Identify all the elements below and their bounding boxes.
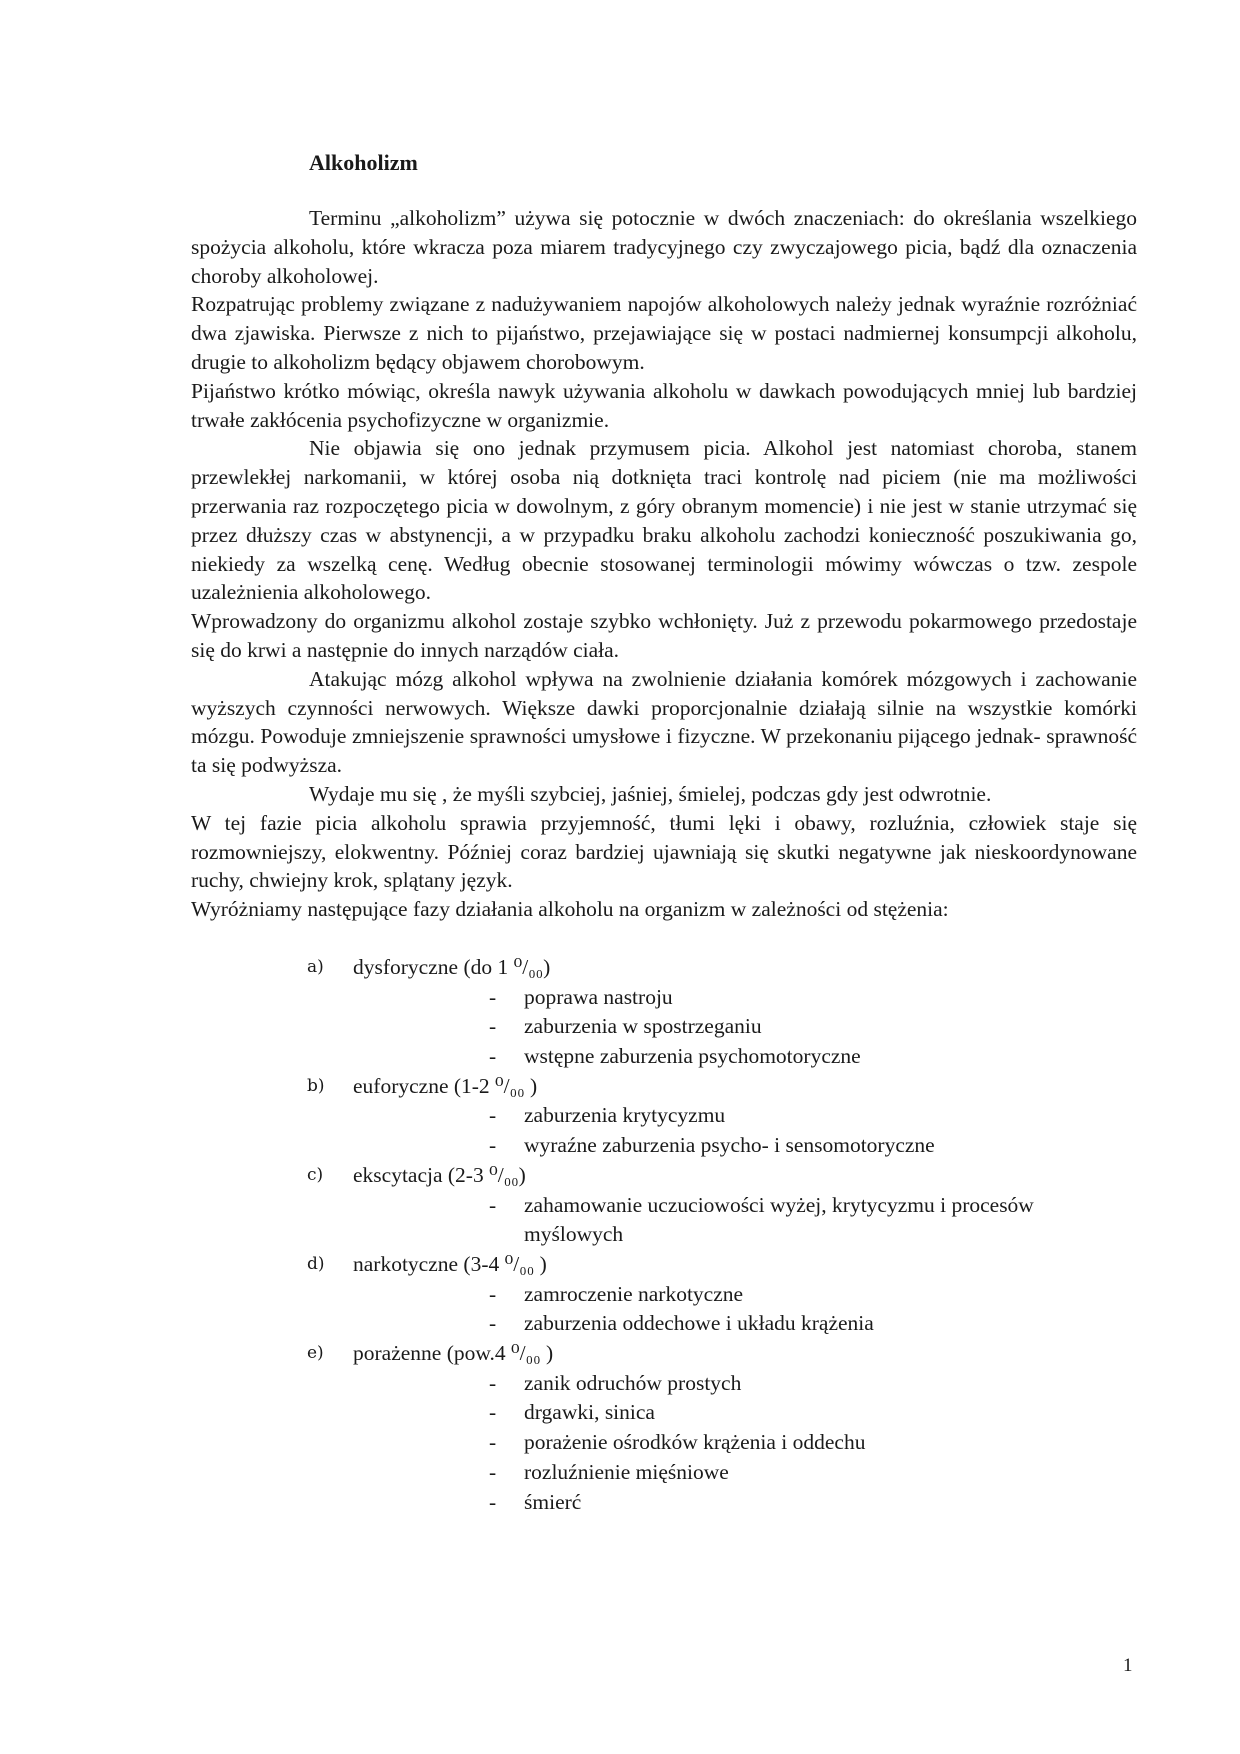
paragraph: Nie objawia się ono jednak przymusem picia. Alkohol jest natomiast choroba, stanem przewlekłej narkomanii, w której osoba nią dotknięta traci kontrolę nad piciem (nie ma możliwości przerwania raz rozpoczętego picia w dowolnym, z góry obranym momencie) i nie jest w stanie utrzymać się przez dłuższy czas w abstynencji, a w przypadku braku alkoholu zachodzi konieczność poszukiwania go, niekiedy za wszelką cenę. Według obecnie stosowanej terminologii mówimy wówczas o tzw. zespole uzależnienia alkoholowego. — [191, 436, 1137, 605]
paragraph: Wydaje mu się , że myśli szybciej, jaśniej, śmielej, podczas gdy jest odwrotnie. — [309, 781, 992, 806]
phase-letter: a) — [307, 957, 324, 977]
list-item-text: wstępne zaburzenia psychomotoryczne — [524, 1044, 861, 1069]
list-item — [307, 1042, 1137, 1072]
list-item-text: rozluźnienie mięśniowe — [524, 1459, 729, 1484]
paragraph: Atakując mózg alkohol wpływa na zwolnienie działania komórek mózgowych i zachowanie wyższych czynności nerwowych. Większe dawki proporcjonalnie działają silnie na wszystkie komórki mózgu. Powoduje zmniejszenie sprawności umysłowe i fizyczne. W przekonaniu pijącego jednak- sprawność ta się podwyższa. — [191, 666, 1137, 778]
list-item — [307, 983, 1137, 1013]
phase-letter: d) — [307, 1253, 325, 1274]
phase-heading — [307, 953, 1137, 983]
list-item-text: poprawa nastroju — [524, 984, 673, 1009]
dash-bullet: - — [489, 1133, 497, 1158]
phase-letter: c) — [307, 1164, 324, 1185]
list-item-text: zaburzenia krytycyzmu — [524, 1103, 726, 1128]
dash-bullet: - — [489, 1014, 497, 1039]
dash-bullet: - — [489, 1400, 497, 1425]
dash-bullet: - — [489, 1370, 497, 1395]
dash-bullet: - — [489, 984, 497, 1009]
paragraph: W tej fazie picia alkoholu sprawia przyjemność, tłumi lęki i obawy, rozluźnia, człowiek staje się rozmowniejszy, elokwentny. Później coraz bardziej ujawniają się skutki negatywne jak nieskoordynowane ruchy, chwiejny krok, splątany język. — [191, 810, 1137, 893]
paragraph: Pijaństwo krótko mówiąc, określa nawyk używania alkoholu w dawkach powodujących mniej lub bardziej trwałe zakłócenia psychofizyczne w organizmie. — [191, 378, 1137, 432]
dash-bullet: - — [489, 1103, 497, 1128]
list-item-text: zaburzenia oddechowe i układu krążenia — [524, 1311, 874, 1336]
phase-label: ekscytacja (2-3 ⁰/₀₀) — [353, 1162, 526, 1187]
list-item — [307, 1398, 1137, 1428]
list-item — [307, 1012, 1137, 1042]
list-item — [307, 1488, 1137, 1518]
dash-bullet: - — [489, 1459, 497, 1484]
list-item-text: zahamowanie uczuciowości wyżej, krytycyzmu i procesów myślowych — [524, 1192, 1034, 1247]
phase-heading — [307, 1072, 1137, 1102]
phases-list — [307, 953, 1137, 1517]
dash-bullet: - — [489, 1430, 497, 1455]
document-title: Alkoholizm — [309, 150, 418, 175]
list-item-text: zanik odruchów prostych — [524, 1370, 742, 1395]
list-item-text: wyraźne zaburzenia psycho- i sensomotoryczne — [524, 1133, 935, 1158]
phase-label: porażenne (pow.4 ⁰/₀₀ ) — [353, 1341, 554, 1366]
phase-effects-list — [307, 1369, 1137, 1518]
list-item-text: zamroczenie narkotyczne — [524, 1281, 744, 1306]
phase-item — [307, 1339, 1137, 1517]
phase-effects-list — [307, 1191, 1137, 1250]
list-item — [307, 1131, 1137, 1161]
phase-letter: e) — [307, 1343, 324, 1364]
paragraph: Wprowadzony do organizmu alkohol zostaje szybko wchłonięty. Już z przewodu pokarmowego przedostaje się do krwi a następnie do innych narządów ciała. — [191, 609, 1137, 662]
list-item — [307, 1280, 1137, 1310]
phase-heading — [307, 1339, 1137, 1369]
dash-bullet: - — [489, 1192, 497, 1217]
list-item — [307, 1428, 1137, 1458]
document-body — [191, 204, 1137, 924]
list-item-text: drgawki, sinica — [524, 1400, 655, 1425]
phase-effects-list — [307, 1280, 1137, 1339]
dash-bullet: - — [489, 1311, 497, 1336]
phase-heading — [307, 1161, 1137, 1191]
phase-label: narkotyczne (3-4 ⁰/₀₀ ) — [353, 1251, 547, 1276]
phase-item — [307, 1161, 1137, 1250]
paragraph: Terminu „alkoholizm” używa się potocznie w dwóch znaczeniach: do określania wszelkiego spożycia alkoholu, które wkracza poza miarem tradycyjnego czy zwyczajowego picia, bądź dla oznaczenia choroby alkoholowej. — [191, 206, 1137, 288]
phase-heading — [307, 1250, 1137, 1280]
dash-bullet: - — [489, 1489, 497, 1514]
list-item-text: śmierć — [524, 1489, 582, 1514]
phase-letter: b) — [307, 1075, 325, 1096]
list-item — [307, 1458, 1137, 1488]
page-number: 1 — [1123, 1655, 1133, 1676]
list-item-text: porażenie ośrodków krążenia i oddechu — [524, 1430, 866, 1455]
phase-label: euforyczne (1-2 ⁰/₀₀ ) — [353, 1073, 538, 1098]
phase-effects-list — [307, 1101, 1137, 1160]
paragraph: Rozpatrując problemy związane z nadużywaniem napojów alkoholowych należy jednak wyraźnie rozróżniać dwa zjawiska. Pierwsze z nich to pijaństwo, przejawiające się w postaci nadmiernej konsumpcji alkoholu, drugie to alkoholizm będący objawem chorobowym. — [191, 292, 1137, 374]
list-item — [307, 1309, 1137, 1339]
phase-item — [307, 1250, 1137, 1339]
phase-item — [307, 953, 1137, 1072]
list-item — [307, 1191, 1137, 1250]
dash-bullet: - — [489, 1281, 497, 1306]
list-item — [307, 1369, 1137, 1399]
phase-label: dysforyczne (do 1 ⁰/₀₀) — [353, 955, 551, 979]
paragraph: Wyróżniamy następujące fazy działania alkoholu na organizm w zależności od stężenia: — [191, 897, 949, 922]
list-item-text: zaburzenia w spostrzeganiu — [524, 1014, 762, 1039]
phase-effects-list — [307, 983, 1137, 1072]
list-item — [307, 1101, 1137, 1131]
dash-bullet: - — [489, 1044, 497, 1069]
phase-item — [307, 1072, 1137, 1161]
